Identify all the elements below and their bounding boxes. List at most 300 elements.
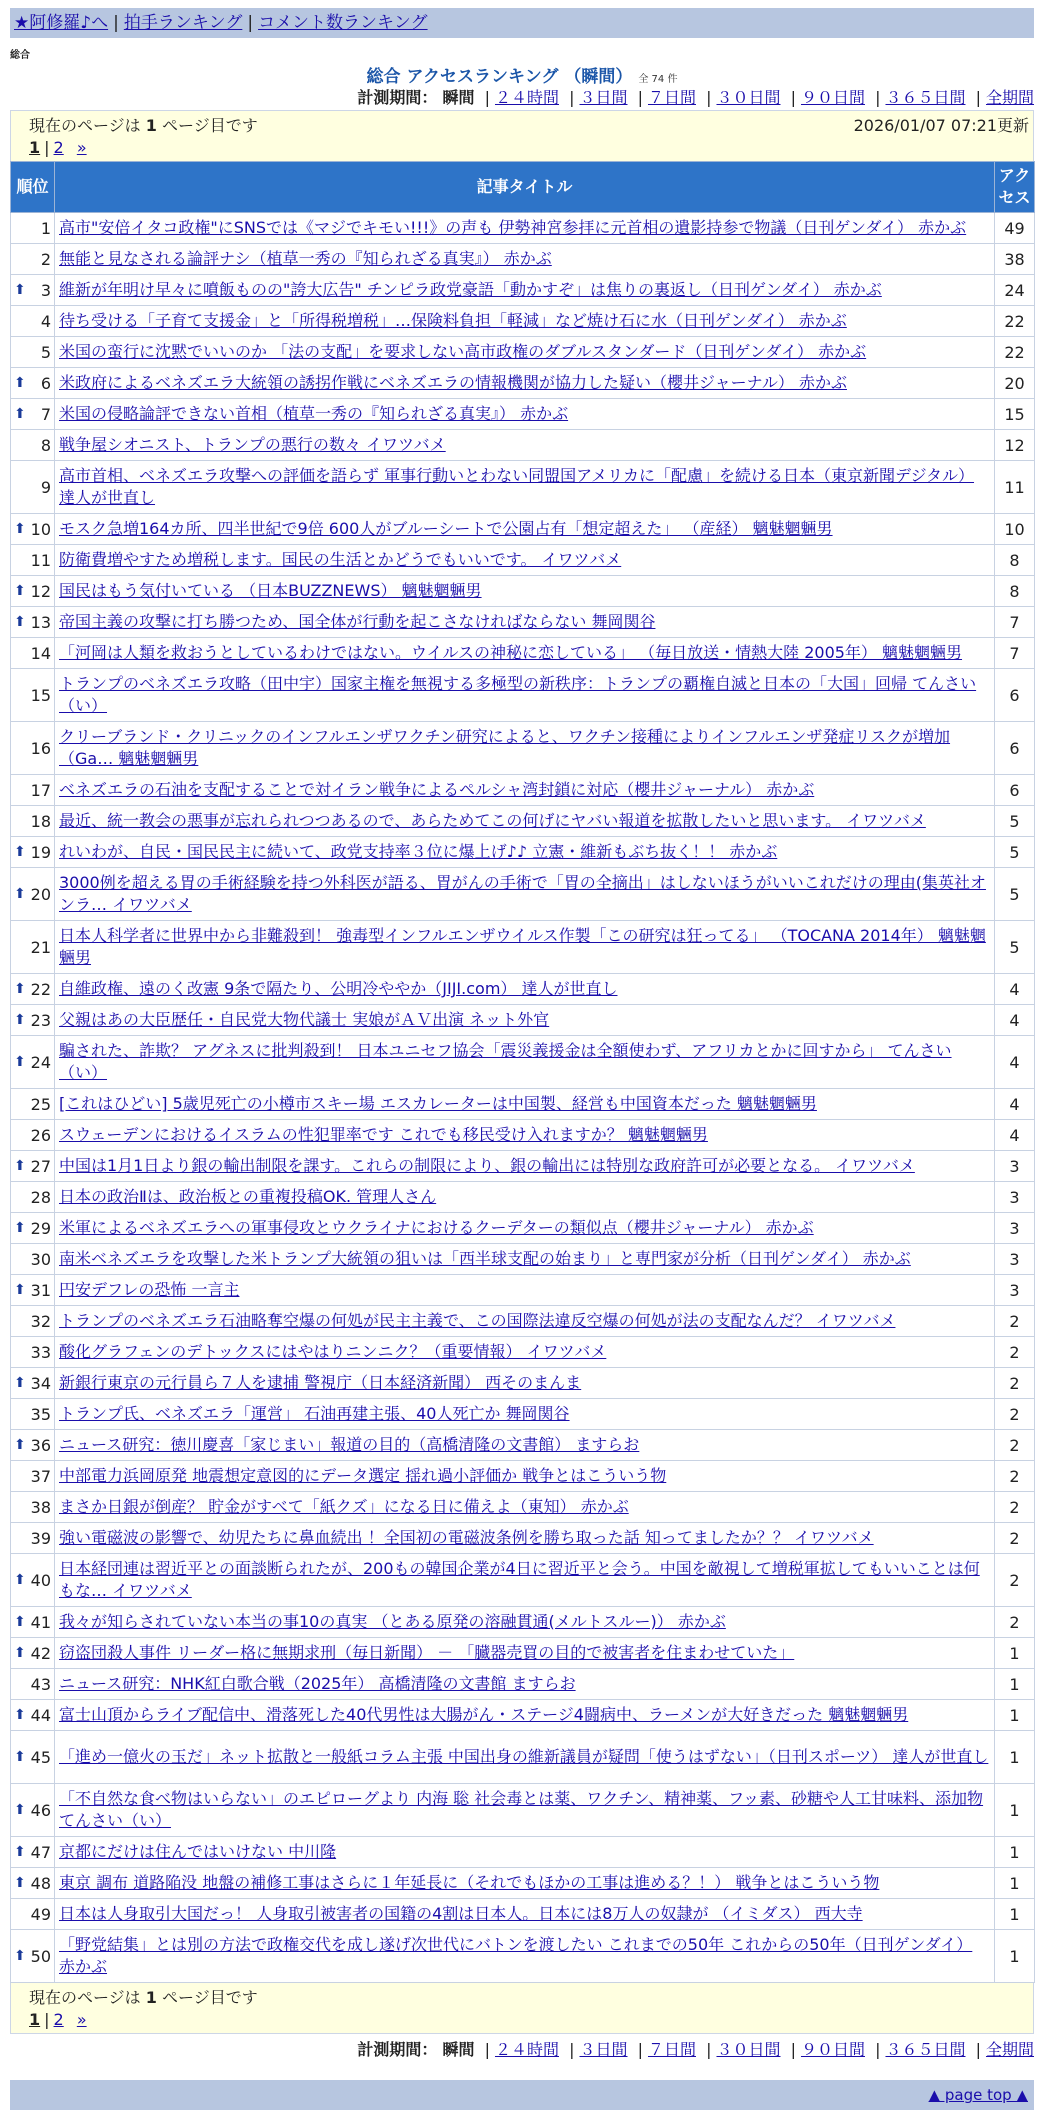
title-cell	[55, 868, 995, 921]
pager-page-2[interactable]: 2	[53, 2010, 64, 2029]
access-count: 20	[995, 368, 1035, 399]
rank-number: 1	[40, 218, 51, 238]
article-link[interactable]: 「進め一億火の玉だ」ネット拡散と一般紙コラム主張 中国出身の維新議員が疑問「使うはずない」（日刊スポーツ） 達人が世直し	[59, 1747, 989, 1766]
up-arrow-icon: ⬆	[14, 1012, 26, 1028]
up-arrow-icon: ⬆	[14, 1375, 26, 1391]
table-row	[11, 1430, 1035, 1461]
title-cell	[55, 1700, 995, 1731]
title-cell	[55, 337, 995, 368]
article-link[interactable]: 最近、統一教会の悪事が忘れられつつあるので、あらためてこの何げにヤバい報道を拡散したいと思います。 イワツバメ	[59, 811, 926, 830]
article-link[interactable]: 南米ベネズエラを攻撃した米トランプ大統領の狙いは「西半球支配の始まり」と専門家が分析（日刊ゲンダイ） 赤かぶ	[59, 1249, 911, 1268]
title-cell	[55, 974, 995, 1005]
title-cell	[55, 576, 995, 607]
rank-cell	[11, 722, 55, 775]
rank-number: 47	[30, 1842, 51, 1862]
up-arrow-icon: ⬆	[14, 1158, 26, 1174]
rank-number: 42	[30, 1643, 51, 1663]
title-cell	[55, 1275, 995, 1306]
up-arrow-icon: ⬆	[14, 1220, 26, 1236]
up-arrow-icon: ⬆	[14, 844, 26, 860]
access-count: 2	[995, 1337, 1035, 1368]
rank-cell	[11, 306, 55, 337]
title-cell	[55, 1430, 995, 1461]
table-row	[11, 1669, 1035, 1700]
article-link[interactable]: ニュース研究：NHK紅白歌合戦（2025年） 高橋清隆の文書館 ますらお	[59, 1674, 576, 1693]
access-column-header: アクセス	[995, 162, 1035, 213]
rank-cell	[11, 1607, 55, 1638]
table-row	[11, 1638, 1035, 1669]
rank-cell	[11, 921, 55, 974]
rank-number: 11	[30, 550, 51, 570]
up-arrow-icon: ⬆	[14, 1844, 26, 1860]
period-link-all[interactable]: 全期間	[985, 2040, 1034, 2059]
access-count: 15	[995, 399, 1035, 430]
rank-cell	[11, 1638, 55, 1669]
rank-number: 36	[30, 1435, 51, 1455]
pager-current: 1	[29, 138, 41, 157]
title-cell	[55, 607, 995, 638]
pager-top: 1 | 2 »	[29, 138, 87, 157]
article-link[interactable]: 日本経団連は習近平との面談断られたが、200もの韓国企業が4日に習近平と会う。中国を敵視して増税軍拡してもいいことは何もな… イワツバメ	[59, 1559, 980, 1600]
rank-number: 32	[30, 1311, 51, 1331]
table-row	[11, 1523, 1035, 1554]
rank-number: 38	[30, 1497, 51, 1517]
up-arrow-icon: ⬆	[14, 614, 26, 630]
rank-cell	[11, 213, 55, 244]
article-link[interactable]: ベネズエラの石油を支配することで対イラン戦争によるペルシャ湾封鎖に対応（櫻井ジャーナル） 赤かぶ	[59, 780, 815, 799]
period-link-90d[interactable]: ９０日間	[800, 88, 865, 107]
rank-cell	[11, 1213, 55, 1244]
title-cell	[55, 461, 995, 514]
period-link-30d[interactable]: ３０日間	[716, 88, 781, 107]
article-link[interactable]: 防衛費増やすため増税します。国民の生活とかどうでもいいです。 イワツバメ	[59, 550, 622, 569]
access-count: 49	[995, 213, 1035, 244]
article-link[interactable]: トランプのベネズエラ攻略（田中宇）国家主権を無視する多極型の新秩序：トランプの覇権自滅と日本の「大国」回帰 てんさい（い）	[59, 674, 977, 715]
title-cell	[55, 1337, 995, 1368]
article-link[interactable]: 日本人科学者に世界中から非難殺到！ 強毒型インフルエンザウイルス作製「この研究は狂ってる」 （TOCANA 2014年） 魑魅魍魎男	[59, 926, 986, 967]
article-link[interactable]: 強い電磁波の影響で、幼児たちに鼻血続出 ！全国初の電磁波条例を勝ち取った話 知ってましたか？？ イワツバメ	[59, 1528, 874, 1547]
article-link[interactable]: 国民はもう気付いている （日本BUZZNEWS） 魑魅魍魎男	[59, 581, 482, 600]
page-info-box-bottom	[10, 1983, 1034, 2034]
article-link[interactable]: 中国は1月1日より銀の輸出制限を課す。これらの制限により、銀の輸出には特別な政府許可が必要となる。 イワツバメ	[59, 1156, 915, 1175]
access-count: 1	[995, 1837, 1035, 1868]
table-row	[11, 722, 1035, 775]
table-row	[11, 430, 1035, 461]
period-selector-top: 計測期間： 瞬間 | ２４時間 | ３日間 | ７日間 | ３０日間 | ９０日間 | ３６５日間 | 全期間	[357, 88, 1034, 107]
period-selector-bottom: 計測期間： 瞬間 | ２４時間 | ３日間 | ７日間 | ３０日間 | ９０日間 | ３６５日間 | 全期間	[357, 2040, 1034, 2059]
access-count: 5	[995, 806, 1035, 837]
table-row	[11, 1337, 1035, 1368]
pager-next[interactable]: »	[76, 2010, 87, 2029]
rank-cell	[11, 1120, 55, 1151]
page-top-link[interactable]: ▲ page top ▲	[928, 2086, 1028, 2104]
article-link[interactable]: 東京 調布 道路陥没 地盤の補修工事はさらに１年延長に（それでもほかの工事は進める？！） 戦争とはこういう物	[59, 1873, 880, 1892]
up-arrow-icon: ⬆	[14, 282, 26, 298]
rank-number: 4	[40, 311, 51, 331]
article-link[interactable]: 維新が年明け早々に噴飯ものの"誇大広告" チンピラ政党豪語「動かすぞ」は焦りの裏返し（日刊ゲンダイ） 赤かぶ	[59, 280, 882, 299]
rank-cell	[11, 1306, 55, 1337]
access-count: 3	[995, 1213, 1035, 1244]
rank-number: 43	[30, 1674, 51, 1694]
access-count: 2	[995, 1430, 1035, 1461]
table-row	[11, 576, 1035, 607]
title-cell	[55, 1638, 995, 1669]
rank-cell	[11, 275, 55, 306]
rank-cell	[11, 576, 55, 607]
rank-cell	[11, 1868, 55, 1899]
rank-cell	[11, 514, 55, 545]
article-link[interactable]: まさか日銀が倒産？ 貯金がすべて「紙クズ」になる日に備えよ（東知） 赤かぶ	[59, 1497, 629, 1516]
article-link[interactable]: 3000例を超える胃の手術経験を持つ外科医が語る、胃がんの手術で「胃の全摘出」はしないほうがいいこれだけの理由(集英社オンラ… イワツバメ	[59, 873, 986, 914]
page-title: 総合 アクセスランキング （瞬間）	[366, 67, 633, 87]
table-row	[11, 1607, 1035, 1638]
period-link-7d[interactable]: ７日間	[647, 2040, 696, 2059]
title-cell	[55, 1005, 995, 1036]
updated-timestamp: 2026/01/07 07:21更新	[853, 116, 1029, 135]
rank-cell	[11, 1005, 55, 1036]
table-row	[11, 1399, 1035, 1430]
rank-cell	[11, 1089, 55, 1120]
article-link[interactable]: 帝国主義の攻撃に打ち勝つため、国全体が行動を起こさなければならない 舞岡関谷	[59, 612, 656, 631]
article-link[interactable]: 我々が知らされていない本当の事10の真実 （とある原発の溶融貫通(メルトスルー)） 赤かぶ	[59, 1612, 726, 1631]
article-link[interactable]: 米政府によるベネズエラ大統領の誘拐作戦にベネズエラの情報機関が協力した疑い（櫻井ジャーナル） 赤かぶ	[59, 373, 847, 392]
home-link[interactable]: ★阿修羅♪へ	[14, 13, 109, 33]
nav-separator: |	[113, 13, 119, 33]
up-arrow-icon: ⬆	[14, 1875, 26, 1891]
rank-cell	[11, 1731, 55, 1784]
rank-number: 41	[30, 1612, 51, 1632]
rank-cell	[11, 244, 55, 275]
rank-number: 15	[30, 685, 51, 705]
rank-number: 29	[30, 1218, 51, 1238]
rank-number: 48	[30, 1873, 51, 1893]
pager-page-2[interactable]: 2	[53, 138, 64, 157]
article-link[interactable]: [これはひどい] 5歳児死亡の小樽市スキー場 エスカレーターは中国製、経営も中国資本だった 魑魅魍魎男	[59, 1094, 817, 1113]
rank-number: 46	[30, 1800, 51, 1820]
rank-cell	[11, 1399, 55, 1430]
access-count: 1	[995, 1700, 1035, 1731]
period-current: 瞬間	[442, 88, 475, 107]
title-cell	[55, 1399, 995, 1430]
rank-cell	[11, 1899, 55, 1930]
rank-number: 40	[30, 1570, 51, 1590]
table-row	[11, 1554, 1035, 1607]
access-count: 3	[995, 1151, 1035, 1182]
up-arrow-icon: ⬆	[14, 1645, 26, 1661]
title-cell	[55, 669, 995, 722]
title-cell	[55, 722, 995, 775]
table-row	[11, 1837, 1035, 1868]
title-cell	[55, 275, 995, 306]
title-cell	[55, 213, 995, 244]
up-arrow-icon: ⬆	[14, 1614, 26, 1630]
table-row	[11, 368, 1035, 399]
access-count: 24	[995, 275, 1035, 306]
access-count: 2	[995, 1554, 1035, 1607]
period-link-3d[interactable]: ３日間	[579, 2040, 628, 2059]
nav-separator: |	[247, 13, 254, 33]
rank-number: 50	[30, 1946, 51, 1966]
article-link[interactable]: 日本は人身取引大国だっ！ 人身取引被害者の国籍の4割は日本人。日本には8万人の奴隷が （イミダス） 西大寺	[59, 1904, 863, 1923]
rank-cell	[11, 1700, 55, 1731]
ranking-body	[11, 213, 1035, 1983]
title-cell	[55, 638, 995, 669]
period-link-365d[interactable]: ３６５日間	[885, 88, 966, 107]
comment-ranking-link[interactable]: コメント数ランキング	[258, 13, 428, 33]
access-count: 4	[995, 1005, 1035, 1036]
up-arrow-icon: ⬆	[14, 981, 26, 997]
title-cell	[55, 430, 995, 461]
title-cell	[55, 1837, 995, 1868]
article-link[interactable]: 新銀行東京の元行員ら７人を逮捕 警視庁（日本経済新聞） 西そのまんま	[59, 1373, 582, 1392]
table-row	[11, 1700, 1035, 1731]
article-link[interactable]: トランプ氏、ベネズエラ「運営」 石油再建主張、40人死亡か 舞岡関谷	[59, 1404, 570, 1423]
title-cell	[55, 368, 995, 399]
article-link[interactable]: 待ち受ける「子育て支援金」と「所得税増税」…保険料負担「軽減」など焼け石に水（日刊ゲンダイ） 赤かぶ	[59, 311, 847, 330]
applause-ranking-link[interactable]: 拍手ランキング	[123, 13, 243, 33]
rank-cell	[11, 1492, 55, 1523]
table-row	[11, 514, 1035, 545]
page-info-box	[10, 110, 1034, 161]
rank-number: 35	[30, 1404, 51, 1424]
title-cell	[55, 1784, 995, 1837]
title-cell	[55, 1554, 995, 1607]
access-count: 22	[995, 337, 1035, 368]
bottom-bar	[10, 2080, 1034, 2110]
rank-number: 25	[30, 1094, 51, 1114]
title-cell	[55, 806, 995, 837]
title-cell	[55, 775, 995, 806]
rank-cell	[11, 669, 55, 722]
period-label: 計測期間：	[357, 2040, 438, 2059]
article-link[interactable]: 米軍によるベネズエラへの軍事侵攻とウクライナにおけるクーデターの類似点（櫻井ジャーナル） 赤かぶ	[59, 1218, 814, 1237]
period-link-24h[interactable]: ２４時間	[494, 2040, 559, 2059]
period-link-7d[interactable]: ７日間	[647, 88, 696, 107]
table-row	[11, 775, 1035, 806]
rank-cell	[11, 545, 55, 576]
article-link[interactable]: 京都にだけは住んではいけない 中川隆	[59, 1842, 337, 1861]
rank-number: 23	[30, 1010, 51, 1030]
rank-number: 17	[30, 780, 51, 800]
access-count: 4	[995, 1089, 1035, 1120]
rank-cell	[11, 1784, 55, 1837]
table-row	[11, 1213, 1035, 1244]
access-count: 22	[995, 306, 1035, 337]
up-arrow-icon: ⬆	[14, 1707, 26, 1723]
period-link-30d[interactable]: ３０日間	[716, 2040, 781, 2059]
rank-cell	[11, 337, 55, 368]
rank-cell	[11, 1554, 55, 1607]
title-cell	[55, 514, 995, 545]
rank-cell	[11, 1837, 55, 1868]
access-count: 5	[995, 921, 1035, 974]
table-row	[11, 868, 1035, 921]
table-row	[11, 607, 1035, 638]
article-link[interactable]: 「不自然な食べ物はいらない」のエピローグより 内海 聡 社会毒とは薬、ワクチン、精神薬、フッ素、砂糖や人工甘味料、添加物 てんさい（い）	[59, 1789, 984, 1830]
access-count: 2	[995, 1368, 1035, 1399]
rank-cell	[11, 1430, 55, 1461]
article-link[interactable]: スウェーデンにおけるイスラムの性犯罪率です これでも移民受け入れますか？ 魑魅魍魎男	[59, 1125, 708, 1144]
up-arrow-icon: ⬆	[14, 1802, 26, 1818]
period-link-24h[interactable]: ２４時間	[494, 88, 559, 107]
article-link[interactable]: トランプのベネズエラ石油略奪空爆の何処が民主主義で、この国際法違反空爆の何処が法の支配なんだ？ イワツバメ	[59, 1311, 896, 1330]
rank-number: 10	[30, 519, 51, 539]
title-cell	[55, 1523, 995, 1554]
rank-number: 16	[30, 738, 51, 758]
title-cell	[55, 1607, 995, 1638]
article-link[interactable]: 米国の侵略論評できない首相（植草一秀の『知られざる真実』） 赤かぶ	[59, 404, 569, 423]
rank-number: 20	[30, 884, 51, 904]
table-row	[11, 545, 1035, 576]
access-count: 11	[995, 461, 1035, 514]
rank-number: 33	[30, 1342, 51, 1362]
rank-number: 7	[40, 404, 51, 424]
title-cell	[55, 1492, 995, 1523]
title-cell	[55, 1182, 995, 1213]
rank-number: 28	[30, 1187, 51, 1207]
rank-cell	[11, 974, 55, 1005]
rank-number: 49	[30, 1904, 51, 1924]
period-link-3d[interactable]: ３日間	[579, 88, 628, 107]
table-row	[11, 1005, 1035, 1036]
ranking-table	[10, 161, 1035, 1983]
article-link[interactable]: 高市"安倍イタコ政権"にSNSでは《マジでキモい!!!》の声も 伊勢神宮参拝に元首相の遺影持参で物議（日刊ゲンダイ） 赤かぶ	[59, 218, 967, 237]
rank-number: 3	[40, 280, 51, 300]
access-count: 6	[995, 669, 1035, 722]
rank-number: 31	[30, 1280, 51, 1300]
article-link[interactable]: 父親はあの大臣歴任・自民党大物代議士 実娘がＡＶ出演 ネット外官	[59, 1010, 550, 1029]
rank-number: 37	[30, 1466, 51, 1486]
table-row	[11, 669, 1035, 722]
access-count: 38	[995, 244, 1035, 275]
access-count: 1	[995, 1638, 1035, 1669]
table-row	[11, 1461, 1035, 1492]
up-arrow-icon: ⬆	[14, 583, 26, 599]
table-row	[11, 213, 1035, 244]
title-cell	[55, 1151, 995, 1182]
article-link[interactable]: 無能と見なされる論評ナシ（植草一秀の『知られざる真実』） 赤かぶ	[59, 249, 552, 268]
page	[10, 8, 1034, 2110]
table-row	[11, 337, 1035, 368]
article-link[interactable]: 窃盗団殺人事件 リーダー格に無期求刑（毎日新聞） － 「臓器売買の目的で被害者を住まわせていた」	[59, 1643, 795, 1662]
title-cell	[55, 1461, 995, 1492]
up-arrow-icon: ⬆	[14, 1437, 26, 1453]
rank-number: 24	[30, 1052, 51, 1072]
table-row	[11, 1306, 1035, 1337]
rank-cell	[11, 1461, 55, 1492]
access-count: 3	[995, 1244, 1035, 1275]
article-link[interactable]: 高市首相、ベネズエラ攻撃への評価を語らず 軍事行動いとわない同盟国アメリカに「配慮」を続ける日本（東京新聞デジタル） 達人が世直し	[59, 466, 975, 507]
title-cell	[55, 921, 995, 974]
table-row	[11, 1368, 1035, 1399]
article-link[interactable]: 戦争屋シオニスト、トランプの悪行の数々 イワツバメ	[59, 435, 446, 454]
up-arrow-icon: ⬆	[14, 886, 26, 902]
rank-cell	[11, 868, 55, 921]
title-cell	[55, 306, 995, 337]
period-link-365d[interactable]: ３６５日間	[885, 2040, 966, 2059]
access-count: 4	[995, 974, 1035, 1005]
title-cell	[55, 1120, 995, 1151]
rank-cell	[11, 1151, 55, 1182]
rank-column-header: 順位	[11, 162, 55, 213]
rank-cell	[11, 1036, 55, 1089]
rank-cell	[11, 1275, 55, 1306]
access-count: 3	[995, 1275, 1035, 1306]
access-count: 2	[995, 1607, 1035, 1638]
title-cell	[55, 1036, 995, 1089]
section-label: 総合	[10, 50, 30, 61]
period-link-all[interactable]: 全期間	[985, 88, 1034, 107]
article-link[interactable]: 中部電力浜岡原発 地震想定意図的にデータ選定 揺れ過小評価か 戦争とはこういう物	[59, 1466, 667, 1485]
title-cell	[55, 1731, 995, 1784]
article-link[interactable]: 酸化グラフェンのデトックスにはやはりニンニク？（重要情報） イワツバメ	[59, 1342, 607, 1361]
table-row	[11, 974, 1035, 1005]
rank-number: 21	[30, 937, 51, 957]
rank-cell	[11, 461, 55, 514]
access-count: 1	[995, 1899, 1035, 1930]
access-count: 12	[995, 430, 1035, 461]
article-link[interactable]: 日本の政治Ⅱは、政治板との重複投稿OK. 管理人さん	[59, 1187, 437, 1206]
access-count: 1	[995, 1784, 1035, 1837]
up-arrow-icon: ⬆	[14, 1948, 26, 1964]
article-link[interactable]: ニュース研究：徳川慶喜「家じまい」報道の目的（高橋清隆の文書館） ますらお	[59, 1435, 640, 1454]
article-link[interactable]: モスク急増164カ所、四半世紀で9倍 600人がブルーシートで公園占有「想定超えた」 （産経） 魑魅魍魎男	[59, 519, 833, 538]
article-link[interactable]: 「野党結集」とは別の方法で政権交代を成し遂げ次世代にバトンを渡したい これまでの50年 これからの50年（日刊ゲンダイ） 赤かぶ	[59, 1935, 973, 1976]
title-cell	[55, 1213, 995, 1244]
access-count: 1	[995, 1669, 1035, 1700]
rank-number: 19	[30, 842, 51, 862]
rank-number: 9	[40, 477, 51, 497]
access-count: 2	[995, 1306, 1035, 1337]
title-cell	[55, 1868, 995, 1899]
table-row	[11, 1930, 1035, 1983]
rank-number: 45	[30, 1747, 51, 1767]
rank-number: 18	[30, 811, 51, 831]
article-link[interactable]: 米国の蛮行に沈黙でいいのか 「法の支配」を要求しない高市政権のダブルスタンダード（日刊ゲンダイ） 赤かぶ	[59, 342, 867, 361]
rank-cell	[11, 806, 55, 837]
access-count: 2	[995, 1523, 1035, 1554]
up-arrow-icon: ⬆	[14, 521, 26, 537]
article-link[interactable]: クリーブランド・クリニックのインフルエンザワクチン研究によると、ワクチン接種によりインフルエンザ発症リスクが増加（Ga… 魑魅魍魎男	[59, 727, 951, 768]
article-link[interactable]: 自維政権、遠のく改憲 9条で隔たり、公明冷ややか（JIJI.com） 達人が世直し	[59, 979, 618, 998]
article-link[interactable]: 円安デフレの恐怖 一言主	[59, 1280, 240, 1299]
article-link[interactable]: 富士山頂からライブ配信中、滑落死した40代男性は大腸がん・ステージ4闘病中、ラーメンが大好きだった 魑魅魍魎男	[59, 1705, 909, 1724]
period-link-90d[interactable]: ９０日間	[800, 2040, 865, 2059]
title-cell	[55, 399, 995, 430]
rank-cell	[11, 775, 55, 806]
pager-next[interactable]: »	[76, 138, 87, 157]
table-row	[11, 1492, 1035, 1523]
title-cell	[55, 1899, 995, 1930]
article-link[interactable]: 騙された、詐欺？ アグネスに批判殺到！ 日本ユニセフ協会「震災義援金は全額使わず、アフリカとかに回すから」 てんさい（い）	[59, 1041, 952, 1082]
article-link[interactable]: れいわが、自民・国民民主に続いて、政党支持率３位に爆上げ♪♪ 立憲・維新もぶち抜く！！ 赤かぶ	[59, 842, 778, 861]
table-row	[11, 1089, 1035, 1120]
title-cell	[55, 545, 995, 576]
period-label: 計測期間：	[357, 88, 438, 107]
access-count: 8	[995, 545, 1035, 576]
table-row	[11, 461, 1035, 514]
access-count: 10	[995, 514, 1035, 545]
access-count: 5	[995, 868, 1035, 921]
top-nav-bar	[10, 8, 1034, 38]
current-page-text: 現在のページは 1 ページ目です	[29, 116, 258, 135]
rank-number: 22	[30, 979, 51, 999]
article-link[interactable]: 「河岡は人類を救おうとしているわけではない。ウイルスの神秘に恋している」 （毎日放送・情熱大陸 2005年） 魑魅魍魎男	[59, 643, 963, 662]
access-count: 7	[995, 607, 1035, 638]
table-row	[11, 837, 1035, 868]
table-row	[11, 1120, 1035, 1151]
title-cell	[55, 244, 995, 275]
